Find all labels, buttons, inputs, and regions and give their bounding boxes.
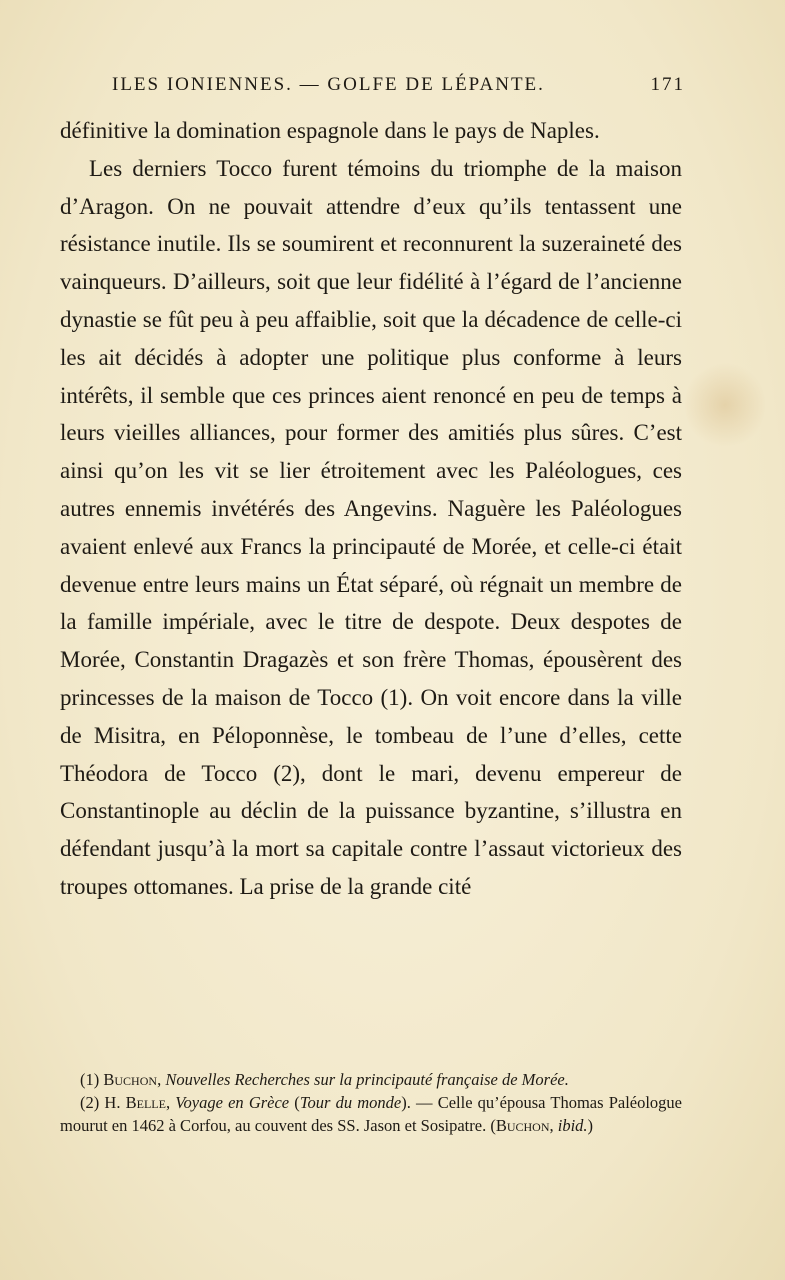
footnote-initial: H. — [104, 1093, 126, 1112]
running-title: ILES IONIENNES. — GOLFE DE LÉPANTE. — [112, 74, 545, 95]
footnote-text: ). — Celle qu’épousa Thomas Paléologue mourut en 1462 à Corfou, au couvent des SS. Jason et Sosipatre. ( — [60, 1093, 683, 1135]
footnotes — [60, 1068, 682, 1137]
paragraph-continued: définitive la domination espagnole dans le pays de Naples. — [60, 118, 600, 143]
footnote-author: Belle — [125, 1093, 166, 1112]
paper-stain — [685, 360, 765, 450]
footnote-separator: , — [165, 1093, 176, 1112]
footnote-1 — [60, 1068, 682, 1091]
footnote-series: Tour du monde — [299, 1093, 402, 1112]
footnote-marker: (1) — [80, 1070, 100, 1089]
running-head — [112, 70, 685, 100]
footnote-ref-author: Buchon — [495, 1116, 550, 1135]
footnote-separator: , — [549, 1116, 558, 1135]
paragraph: Les derniers Tocco furent témoins du triomphe de la maison d’Aragon. On ne pouvait attendre d’eux qu’ils tentassent une résistance inutile. Ils se soumirent et reconnurent la suzeraineté des vainqueurs. D’ailleurs, soit que leur fidélité à l’égard de l’ancienne dynastie se fût peu à peu affaiblie, soit que la décadence de celle-ci les ait décidés à adopter une politique plus conforme à leurs intérêts, il semble que ces princes aient renoncé en peu de temps à leurs vieilles alliances, pour former des amitiés plus sûres. C’est ainsi qu’on les vit se lier étroitement avec les Paléologues, ces autres ennemis invétérés des Angevins. Naguère les Paléologues avaient enlevé aux Francs la principauté de Morée, et celle-ci était devenue entre leurs mains un État séparé, où régnait un membre de la famille impériale, avec le titre de despote. Deux despotes de Morée, Constantin Dragazès et son frère Thomas, épousèrent des princesses de la maison de Tocco (1). On voit encore dans la ville de Misitra, en Péloponnèse, le tombeau de l’une d’elles, cette Théodora de Tocco (2), dont le mari, devenu empereur de Constantinople au déclin de la puissance byzantine, s’illustra en défendant jusqu’à la mort sa capitale contre l’assaut victorieux des troupes ottomanes. La prise de la grande cité — [60, 155, 682, 899]
body-text — [60, 112, 682, 906]
footnote-ibid: ibid. — [557, 1116, 588, 1135]
footnote-marker: (2) — [80, 1093, 100, 1112]
footnote-text: ( — [289, 1093, 300, 1112]
footnote-text: ) — [587, 1116, 594, 1135]
footnote-title: Nouvelles Recherches sur la principauté française de Morée. — [165, 1070, 569, 1089]
footnote-title: Voyage en Grèce — [175, 1093, 290, 1112]
footnote-separator: , — [157, 1070, 166, 1089]
footnote-author: Buchon — [103, 1070, 158, 1089]
footnote-2 — [60, 1091, 682, 1137]
page-number: 171 — [650, 74, 685, 95]
